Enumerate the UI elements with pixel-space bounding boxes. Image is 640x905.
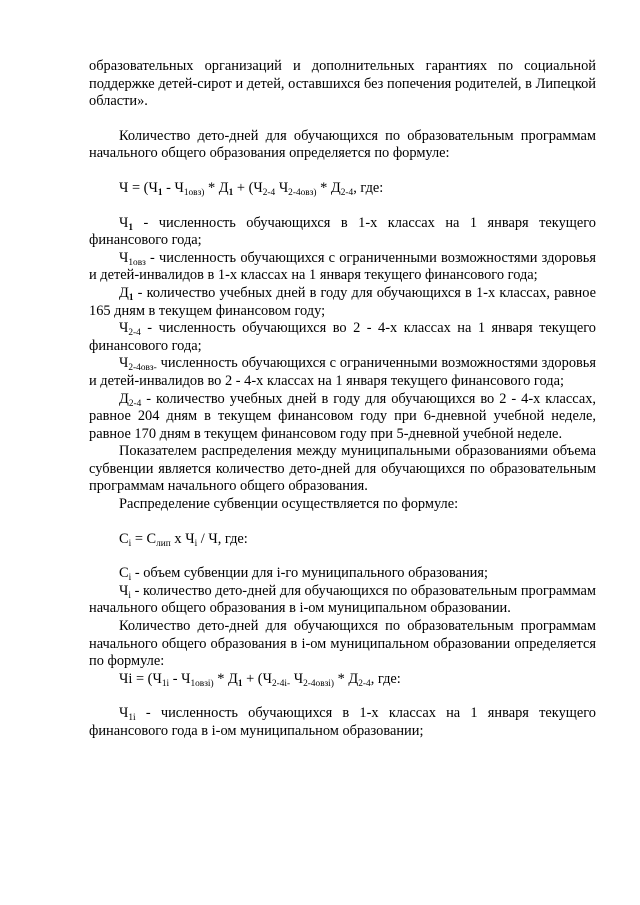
definition-ci: $С_i$ - объем субвенции для i-го муниципального образования; (119, 565, 488, 584)
document-page (89, 58, 596, 741)
count-formula-intro-municipal: Количество дето-дней для обучающихся по образовательным программам начального общего образования в i-ом муниципальном образовании определяется по формуле: (89, 618, 596, 670)
definition-ch24ovz: $Ч_{2-4овз-}$ численность обучающихся с ограниченными возможностями здоровья и детей-инвалидов во 2 - 4-х классах на 1 января текущего финансового года; (89, 355, 596, 389)
count-formula-intro: Количество дето-дней для обучающихся по образовательным программам начального общего образования определяется по формуле: (89, 127, 596, 162)
intro-paragraph: образовательных организаций и дополнительных гарантиях по социальной поддержке детей-сирот и детей, оставшихся без попечения родителей, в Липецкой области». (89, 58, 596, 110)
definition-ch1: $Ч_1$ - численность обучающихся в 1-х классах на 1 января текущего финансового года; (89, 214, 596, 249)
indicator-paragraph: Показателем распределения между муниципальными образованиями объема субвенции является количество дето-дней для обучающихся по образовательным программам начального общего образования. (89, 443, 596, 495)
definition-ch1i: $Ч_{1i}$ - численность обучающихся в 1-х классах на 1 января текущего финансового года в i-ом муниципальном образовании; (89, 705, 596, 739)
distribution-intro: Распределение субвенции осуществляется по формуле: (119, 496, 459, 513)
formula-municipal-days: Чi = ($Ч_{1i} - Ч_{1овзi)} * Д_1 + (Ч_{2-4i-}$ $Ч_{2-4овзi)} * Д_{2-4}$, где: (119, 670, 401, 689)
definition-d24: $Д_{2-4}$ - количество учебных дней в году для обучающихся во 2 - 4-х классах, равное 204 дням в текущем финансовом году при 6-дневной учебной неделе, равное 170 дням в текущем финансовом году при 5-дневной учебной неделе. (89, 390, 596, 442)
definition-ch24: $Ч_{2-4}$ - численность обучающихся во 2 - 4-х классах на 1 января текущего финансового года; (89, 320, 596, 354)
definition-chi: $Ч_i$ - количество дето-дней для обучающихся по образовательным программам начального общего образования в i-ом муниципальном образовании. (89, 582, 596, 617)
formula-subvention: $С_i = С_{лип}$ х $Ч_i$ / Ч, где: (119, 530, 248, 549)
definition-d1: $Д_1$ - количество учебных дней в году для обучающихся в 1-х классах, равное 165 дням в текущем финансовом году; (89, 284, 596, 319)
formula-total-days: $Ч = (Ч_1 - Ч_{1овз)} * Д_1 + (Ч_{2-4}$ $Ч_{2-4овз)} * Д_{2-4}$, где: (119, 179, 384, 198)
definition-ch1ovz: $Ч_{1овз}$ - численность обучающихся с ограниченными возможностями здоровья и детей-инвалидов в 1-х классах на 1 января текущего финансового года; (89, 249, 596, 284)
